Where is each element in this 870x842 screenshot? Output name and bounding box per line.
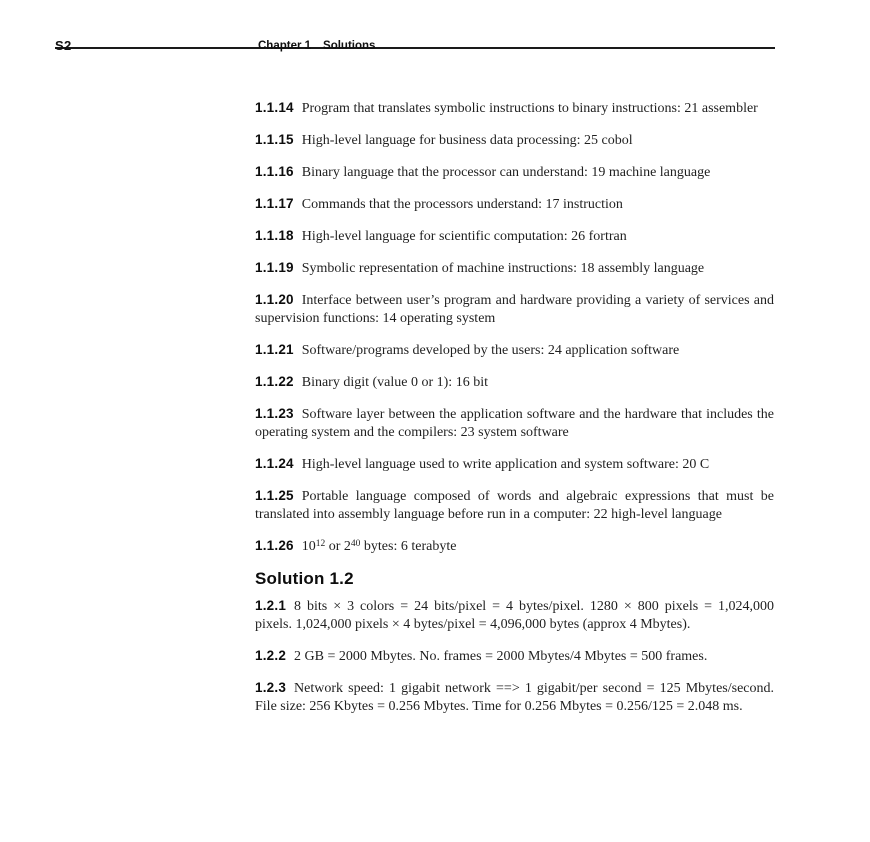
problem-text: Software/programs developed by the users: 24 application software	[301, 343, 680, 358]
problem-1-1-23	[255, 405, 774, 442]
problem-number: 1.2.1	[255, 598, 287, 613]
power-base: or 2	[325, 539, 351, 554]
problem-1-1-21	[255, 341, 774, 360]
problem-number: 1.1.20	[255, 292, 294, 307]
problem-text: Commands that the processors understand: 17 instruction	[301, 197, 623, 212]
problem-number: 1.1.14	[255, 100, 294, 115]
problem-1-1-24	[255, 455, 774, 474]
problem-1-1-25	[255, 487, 774, 524]
problem-number: 1.1.21	[255, 342, 294, 357]
problem-1-1-15	[255, 131, 774, 150]
problem-number: 1.2.3	[255, 680, 287, 695]
problem-number: 1.1.22	[255, 374, 294, 389]
exponent: 40	[350, 539, 361, 549]
problem-number: 1.1.23	[255, 406, 294, 421]
problem-1-2-3	[255, 679, 774, 716]
page-body	[255, 99, 774, 729]
problem-1-1-22	[255, 373, 774, 392]
page-header	[55, 38, 775, 53]
problem-number: 1.1.25	[255, 488, 294, 503]
problem-number: 1.1.15	[255, 132, 294, 147]
problem-text: Binary digit (value 0 or 1): 16 bit	[301, 375, 488, 390]
problem-text: Portable language composed of words and algebraic expressions that must be translated into assembly language before run in a computer: 22 high-level language	[255, 489, 774, 522]
problem-1-1-17	[255, 195, 774, 214]
exponent: 12	[315, 539, 326, 549]
problem-1-1-16	[255, 163, 774, 182]
problem-1-1-14	[255, 99, 774, 118]
chapter-label: Chapter 1	[258, 40, 312, 52]
problem-text-rest: bytes: 6 terabyte	[360, 539, 457, 554]
page-number: S2	[55, 38, 72, 53]
problem-text	[302, 539, 457, 554]
problem-number: 1.2.2	[255, 648, 287, 663]
problem-text: Program that translates symbolic instructions to binary instructions: 21 assembler	[301, 101, 758, 116]
problem-number: 1.1.26	[255, 538, 294, 553]
problem-text: Interface between user’s program and hardware providing a variety of services and supervision functions: 14 operating system	[255, 293, 774, 326]
problem-text: Network speed: 1 gigabit network ==> 1 gigabit/per second = 125 Mbytes/second. File size: 256 Kbytes = 0.256 Mbytes. Time for 0.256 Mbytes = 0.256/125 = 2.048 ms.	[255, 681, 774, 714]
problem-1-1-20	[255, 291, 774, 328]
problem-1-2-2	[255, 647, 774, 666]
problem-text: Software layer between the application software and the hardware that includes the operating system and the compilers: 23 system software	[255, 407, 774, 440]
problem-number: 1.1.18	[255, 228, 294, 243]
problem-text: 2 GB = 2000 Mbytes. No. frames = 2000 Mbytes/4 Mbytes = 500 frames.	[294, 649, 708, 664]
problem-number: 1.1.17	[255, 196, 294, 211]
section-label: Solutions	[323, 40, 376, 52]
problem-text: High-level language for scientific computation: 26 fortran	[301, 229, 627, 244]
section-heading-solution-1-2: Solution 1.2	[255, 569, 354, 588]
problem-1-2-1	[255, 597, 774, 634]
problem-1-1-26	[255, 537, 774, 556]
problem-number: 1.1.16	[255, 164, 294, 179]
problem-1-1-19	[255, 259, 774, 278]
problem-text: 8 bits × 3 colors = 24 bits/pixel = 4 bytes/pixel. 1280 × 800 pixels = 1,024,000 pixels. 1,024,000 pixels × 4 bytes/pixel = 4,096,000 bytes (approx 4 Mbytes).	[255, 599, 774, 632]
problem-number: 1.1.19	[255, 260, 294, 275]
problem-text: High-level language for business data processing: 25 cobol	[301, 133, 633, 148]
problem-text: Binary language that the processor can understand: 19 machine language	[301, 165, 711, 180]
problem-text: Symbolic representation of machine instructions: 18 assembly language	[301, 261, 705, 276]
power-base: 10	[301, 539, 316, 554]
running-header	[258, 40, 375, 52]
problem-number: 1.1.24	[255, 456, 294, 471]
problem-text: High-level language used to write application and system software: 20 C	[301, 457, 710, 472]
problem-1-1-18	[255, 227, 774, 246]
